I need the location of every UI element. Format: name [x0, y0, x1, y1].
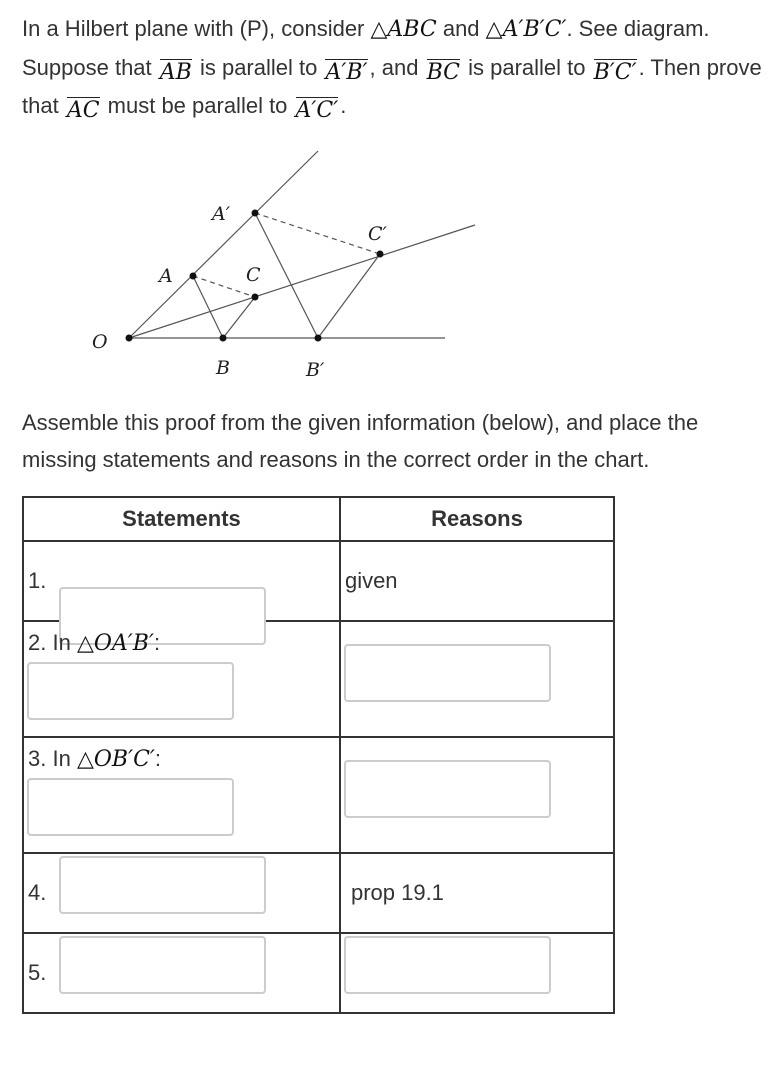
reason-text-4: prop 19.1 — [350, 880, 444, 905]
point-o — [126, 335, 133, 342]
statement-heading-2: 2. In △OA′B′: — [28, 630, 161, 656]
reason-text-1: given — [344, 568, 398, 593]
proof-row-2 — [23, 621, 614, 737]
segment-bc-line — [223, 297, 255, 338]
point-b — [220, 335, 227, 342]
triangle-symbol: △ — [370, 17, 388, 42]
point-ap — [252, 210, 259, 217]
reasons-header: Reasons — [340, 497, 614, 541]
row-number: 1. — [28, 568, 47, 593]
geometry-diagram — [0, 140, 782, 390]
segment-apbp: A′B′ — [325, 60, 368, 85]
problem-text: In a Hilbert plane with (P), consider — [22, 16, 371, 41]
label-o: O — [92, 331, 108, 353]
proof-table — [22, 496, 615, 1014]
proof-row-4 — [23, 853, 614, 933]
statements-header: Statements — [23, 497, 340, 541]
row-number: 5. — [28, 960, 47, 985]
triangle-symbol: △ — [485, 17, 503, 42]
reason-drop-box-5[interactable] — [344, 936, 551, 994]
point-cp — [377, 251, 384, 258]
point-c — [252, 294, 259, 301]
segment-apbp-line — [255, 213, 318, 338]
segment-ac: AC — [66, 98, 100, 123]
point-bp — [315, 335, 322, 342]
triangle-apbpcp: A′B′C′ — [502, 17, 567, 42]
label-cp: C′ — [368, 223, 387, 245]
problem-text: , and — [369, 55, 425, 80]
reason-drop-box-2[interactable] — [344, 644, 551, 702]
problem-text: is parallel to — [461, 55, 592, 80]
proof-row-1 — [23, 541, 614, 621]
statement-drop-box-2[interactable] — [27, 662, 234, 720]
segment-ab-line — [193, 276, 223, 338]
label-a: A — [159, 265, 173, 287]
problem-text: . — [340, 93, 347, 118]
reason-drop-box-3[interactable] — [344, 760, 551, 818]
problem-text: is parallel to — [193, 55, 324, 80]
proof-row-3 — [23, 737, 614, 853]
segment-ab: AB — [159, 60, 192, 85]
point-a — [190, 273, 197, 280]
segment-apcp: A′C′ — [295, 98, 339, 123]
problem-text: . See diagram. Suppose that — [22, 16, 710, 80]
problem-text: . Then prove that — [22, 55, 762, 118]
proof-row-5 — [23, 933, 614, 1013]
label-c: C — [246, 264, 261, 286]
problem-statement — [22, 10, 762, 125]
problem-text: must be parallel to — [101, 93, 294, 118]
label-ap: A′ — [212, 203, 231, 225]
triangle-abc: ABC — [387, 17, 437, 42]
statement-drop-box-3[interactable] — [27, 778, 234, 836]
statement-drop-box-5[interactable] — [59, 936, 266, 994]
problem-text: and — [436, 16, 486, 41]
instructions: Assemble this proof from the given information (below), and place the missing statements and reasons in the correct order in the chart. — [22, 410, 699, 472]
ray-oc — [129, 225, 475, 338]
label-bp: B′ — [306, 359, 325, 381]
statement-heading-3: 3. In △OB′C′: — [28, 746, 162, 772]
row-number: 4. — [28, 880, 47, 905]
segment-bpcp: B′C′ — [593, 60, 637, 85]
ray-oa — [129, 151, 318, 338]
segment-bc: BC — [426, 60, 460, 85]
statement-drop-box-4[interactable] — [59, 856, 266, 914]
label-b: B — [216, 357, 230, 379]
segment-apcp-dashed — [255, 213, 380, 254]
